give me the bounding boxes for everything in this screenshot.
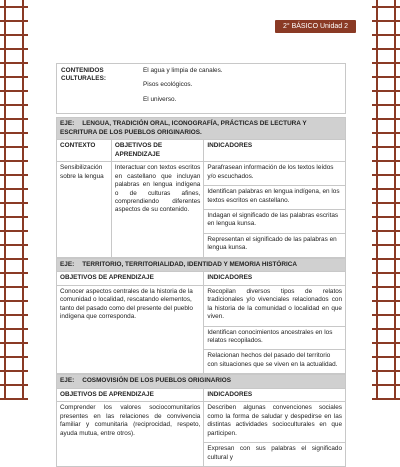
indicador-item: Expresan con sus palabras el significado cultural y: [204, 443, 346, 467]
eje1-contexto: Sensibilización sobre la lengua: [57, 162, 112, 258]
eje3-label: EJE:: [60, 377, 75, 385]
indicador-item: Representan el significado de las palabras en lengua kunsa.: [204, 233, 346, 257]
indicador-item: Describen algunas convenciones sociales como la forma de saludar y despedirse en las distintas actividades socioculturales en que participen.: [204, 402, 346, 443]
col-indicadores: INDICADORES: [204, 272, 346, 285]
col-objetivos: OBJETIVOS DE APRENDIZAJE: [57, 388, 204, 401]
col-objetivos: OBJETIVOS DE APRENDIZAJE: [57, 272, 204, 285]
eje3-header: [57, 375, 346, 388]
contenidos-label: CONTENIDOS CULTURALES:: [61, 67, 106, 83]
curriculum-document: [56, 63, 346, 467]
col-objetivos: OBJETIVOS DE APRENDIZAJE: [111, 140, 203, 162]
unit-badge: 2° BÁSICO Unidad 2: [275, 20, 356, 33]
indicador-item: Relacionan hechos del pasado del territorio con situaciones que se viven en la actualidad.: [204, 350, 346, 374]
eje1-title: LENGUA, TRADICIÓN ORAL, ICONOGRAFÍA, PRÁCTICAS DE LECTURA Y ESCRITURA DE LOS PUEBLOS ORIGINARIOS.: [60, 120, 307, 136]
contenido-item: El universo.: [143, 95, 177, 103]
indicador-item: Identifican conocimientos ancestrales en los relatos recopilados.: [204, 326, 346, 350]
indicador-item: Parafrasean información de los textos leídos y/o escuchados.: [204, 162, 346, 186]
contenido-item: Pisos ecológicos.: [143, 81, 193, 89]
contenidos-list: [143, 67, 223, 110]
eje1-header: [57, 118, 346, 140]
eje3-table: [56, 374, 346, 467]
eje2-label: EJE:: [60, 260, 75, 268]
eje2-header: [57, 258, 346, 271]
col-indicadores: INDICADORES: [204, 140, 346, 162]
eje2-table: [56, 258, 346, 375]
eje2-objetivo: Conocer aspectos centrales de la historia de la comunidad o localidad, rescatando elementos, tanto del pasado como del presente del pueblo indígena que corresponda.: [57, 285, 204, 374]
col-contexto: CONTEXTO: [57, 140, 112, 162]
eje3-objetivo: Comprender los valores sociocomunitarios presentes en las relaciones de convivencia familiar y comunitaria (reciprocidad, respeto, ayuda mutua, entre otros).: [57, 402, 204, 467]
indicador-item: Indagan el significado de las palabras escritas en lengua kunsa.: [204, 209, 346, 233]
left-decorative-border: [0, 0, 28, 400]
eje3-title: COSMOVISIÓN DE LOS PUEBLOS ORIGINARIOS: [82, 377, 231, 385]
eje2-title: TERRITORIO, TERRITORIALIDAD, IDENTIDAD Y MEMORIA HISTÓRICA: [82, 260, 298, 268]
contenidos-table: [56, 63, 346, 114]
indicador-item: Identifican palabras en lengua indígena, en los textos escritos en castellano.: [204, 186, 346, 210]
indicador-item: Recopilan diversos tipos de relatos tradicionales y/o vivenciales relacionados con la historia de la comunidad o localidad en que viven.: [204, 285, 346, 326]
right-decorative-border: [372, 0, 400, 400]
eje1-objetivo: Interactuar con textos escritos en castellano que incluyan palabras en lengua indígena o de culturas afines, comprendiendo diferentes aspectos de su contenido.: [111, 162, 203, 258]
col-indicadores: INDICADORES: [204, 388, 346, 401]
eje1-table: [56, 117, 346, 257]
eje1-label: EJE:: [60, 120, 75, 128]
contenido-item: El agua y limpia de canales.: [143, 67, 223, 74]
